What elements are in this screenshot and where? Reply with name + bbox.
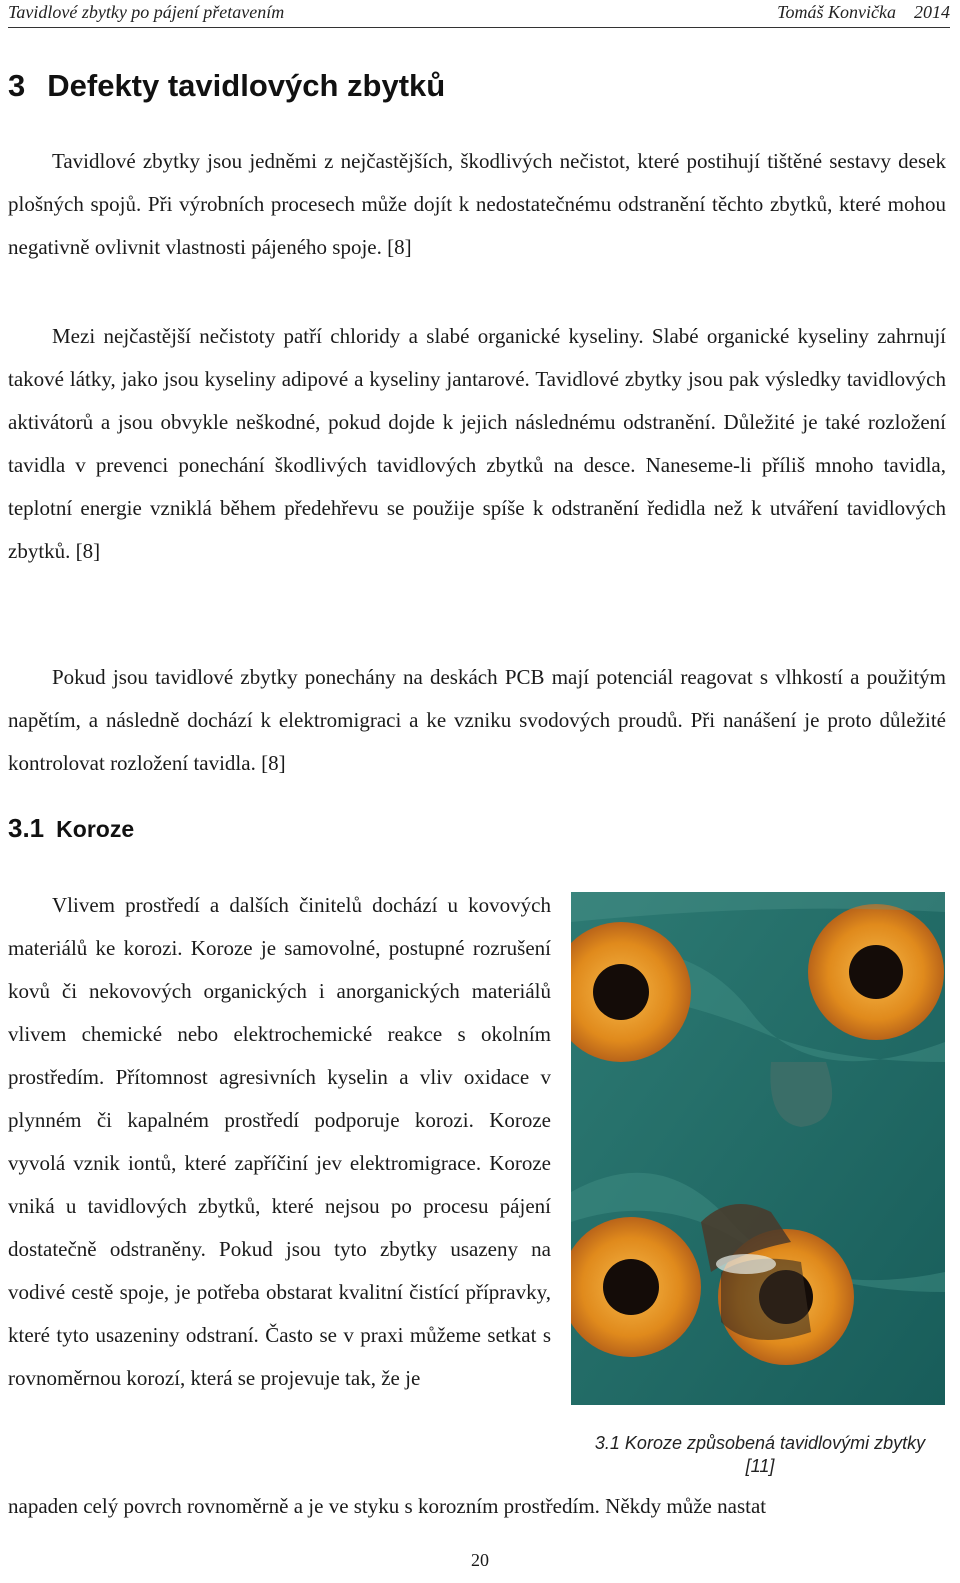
header-title: Tavidlové zbytky po pájení přetavením [8, 2, 285, 22]
continuation-text: napaden celý povrch rovnoměrně a je ve styku s korozním prostředím. Někdy může nastat [8, 1494, 767, 1518]
corrosion-photo [571, 892, 945, 1405]
section-paragraph: Vlivem prostředí a dalších činitelů dochází u kovových materiálů ke korozi. Koroze je samovolné, postupné rozrušení kovů či nekovových organických i anorganických materiálů vlivem chemické nebo elektrochemické reakce s okolním prostředím. Přítomnost agresivních kyselin a vliv oxidace v plynném či kapalném prostředí podporuje korozi. Koroze vyvolá vznik iontů, které zapříčiní jev elektromigrace. Koroze vniká u tavidlových zbytků, které nejsou po procesu pájení dostatečně odstraněny. Pokud jsou tyto zbytky usazeny na vodivé cestě spoje, je potřeba obstarat kvalitní čistící přípravky, které tyto usazeniny odstraní. Často se v praxi můžeme setkat s rovnoměrnou korozí, která se projevuje tak, že je [8, 893, 551, 1390]
header-year: 2014 [914, 2, 950, 22]
paragraph-2: Mezi nejčastější nečistoty patří chloridy a slabé organické kyseliny. Slabé organické kyseliny zahrnují takové látky, jako jsou kyseliny adipové a kyseliny jantarové. Tavidlové zbytky jsou pak výsledky tavidlových aktivátorů a jsou obvykle neškodné, pokud dojde k jejich následnému odstranění. Důležité je také rozložení tavidla v prevenci ponechání škodlivých tavidlových zbytků na desce. Naneseme-li příliš mnoho tavidla, teplotní energie vzniklá během předehřevu se použije spíše k odstranění ředidla než k utváření tavidlových zbytků. [8] [8, 324, 946, 563]
figure-caption: 3.1 Koroze způsobená tavidlovými zbytky [11] [594, 1433, 926, 1476]
section-heading [8, 813, 134, 844]
paragraph-1: Tavidlové zbytky jsou jedněmi z nejčastějších, škodlivých nečistot, které postihují tištěné sestavy desek plošných spojů. Při výrobních procesech může dojít k nedostatečnému odstranění těchto zbytků, které mohou negativně ovlivnit vlastnosti pájeného spoje. [8] [8, 149, 946, 259]
section-title: Koroze [56, 816, 135, 842]
chapter-heading [8, 68, 445, 104]
page-number: 20 [471, 1550, 489, 1570]
header-divider [8, 27, 950, 28]
paragraph-3: Pokud jsou tavidlové zbytky ponechány na deskách PCB mají potenciál reagovat s vlhkostí a použitým napětím, a následně dochází k elektromigraci a ke vzniku svodových proudů. Při nanášení je proto důležité kontrolovat rozložení tavidla. [8] [8, 665, 946, 775]
page-header [8, 0, 950, 30]
chapter-number: 3 [8, 68, 26, 103]
header-author: Tomáš Konvička [777, 2, 896, 22]
chapter-title: Defekty tavidlových zbytků [47, 68, 446, 103]
section-number: 3.1 [8, 813, 45, 843]
header-right [759, 2, 950, 23]
